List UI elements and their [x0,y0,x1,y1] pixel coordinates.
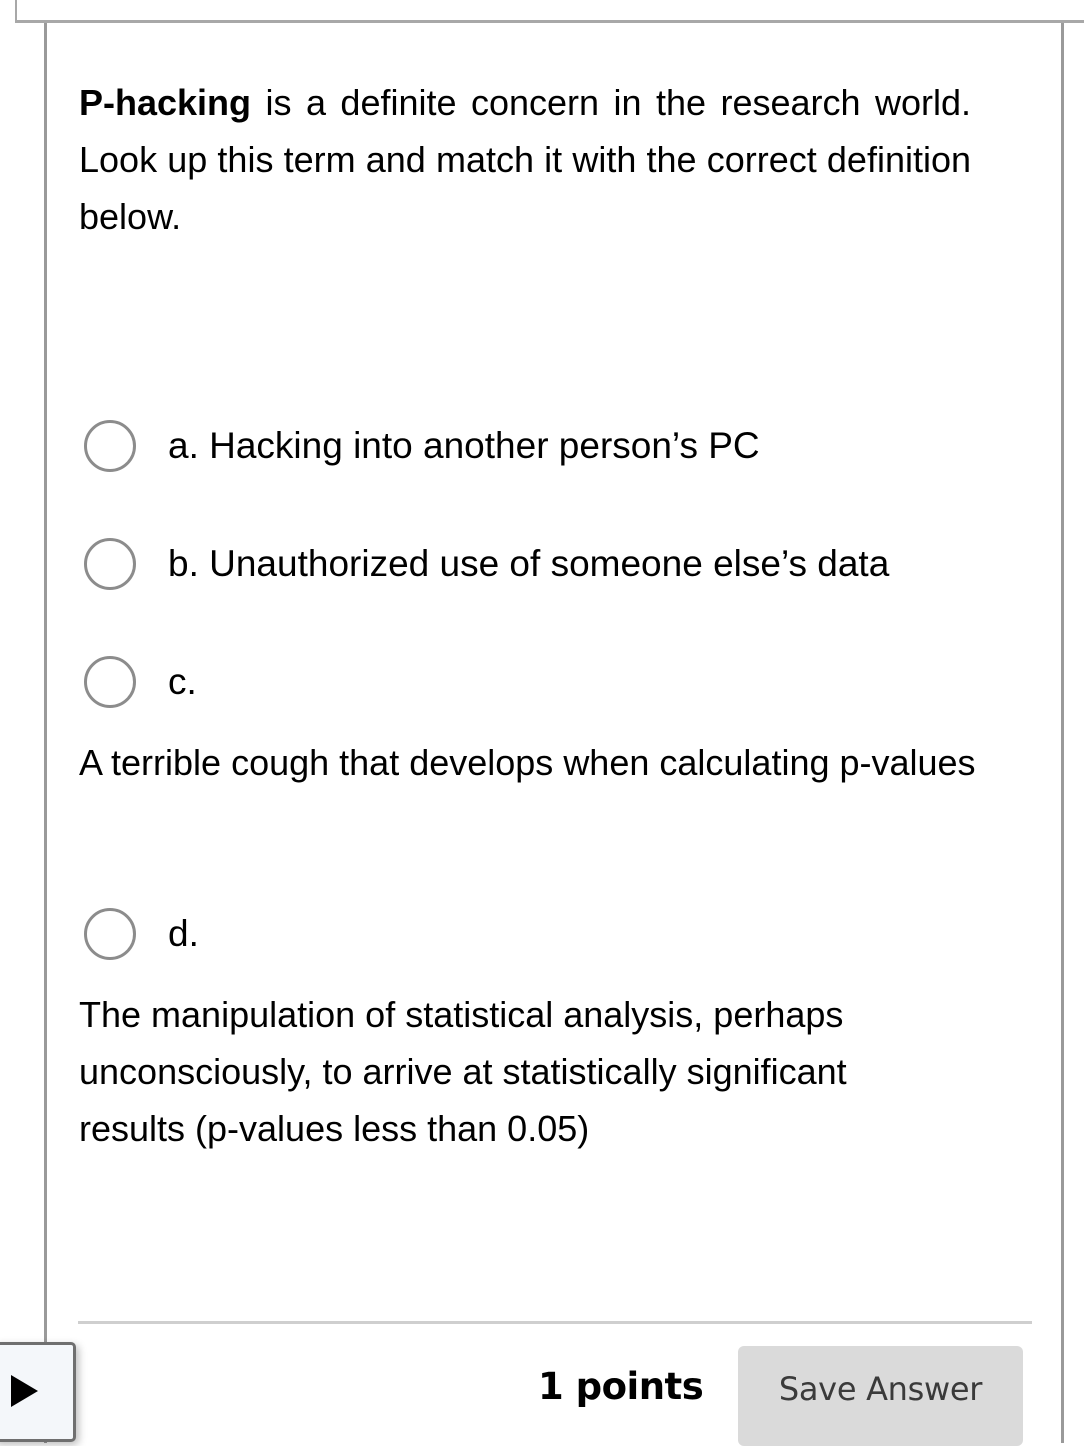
radio-button-d[interactable] [84,908,136,960]
radio-button-a[interactable] [84,420,136,472]
option-b-label: b. Unauthorized use of someone else’s data [168,543,890,584]
option-d[interactable] [84,908,199,960]
points-value: 1 points [538,1365,704,1408]
option-c-label: c. [168,661,197,702]
option-d-label: d. [168,913,199,954]
option-a[interactable] [84,420,760,472]
radio-button-b[interactable] [84,538,136,590]
option-c[interactable] [84,656,197,708]
option-c-description: A terrible cough that develops when calculating p-values [79,742,976,783]
option-a-label: a. Hacking into another person’s PC [168,425,760,466]
option-b[interactable] [84,538,889,590]
play-icon [11,1375,38,1407]
radio-button-c[interactable] [84,656,136,708]
question-term: P-hacking [79,82,252,123]
option-d-description: The manipulation of statistical analysis, perhaps unconsciously, to arrive at statistically significant results (p-values less than 0.05) [79,994,847,1149]
save-answer-button[interactable]: Save Answer [738,1346,1023,1446]
question-body: is a definite concern in the research world. Look up this term and match it with the correct definition below. [79,82,971,237]
side-panel-toggle[interactable] [0,1342,76,1442]
question-prompt [79,74,971,245]
footer-divider [78,1321,1032,1324]
outer-frame [15,0,1084,23]
